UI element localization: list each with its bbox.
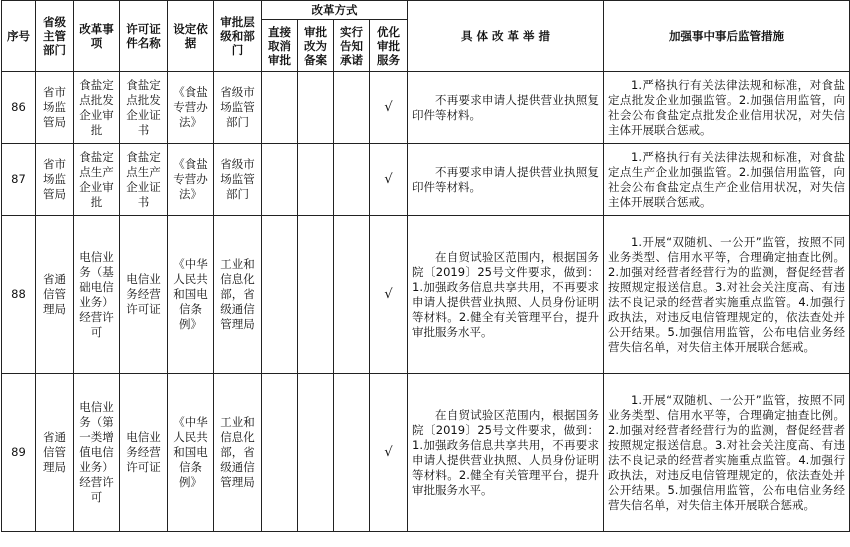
cell-level: 工业和信息化部，省级通信管理局 xyxy=(214,216,262,374)
reform-table xyxy=(1,0,850,532)
cell-measures xyxy=(408,144,604,216)
header-basis: 设定依据 xyxy=(168,1,214,72)
cell-level: 省级市场监管部门 xyxy=(214,72,262,144)
cell-cancel xyxy=(262,374,298,532)
supervision-text: 1.开展“双随机、一公开”监管，按照不同业务类型、信用水平等，合理确定抽查比例。2.加强对经营者经营行为的监测，督促经营者按照规定报送信息。3.对社会关注度高、有违法不良记录的经营者实施重点监管。4.加强行政执法，对违反电信管理规定的，依法查处并公开结果。5.加强信用监管，公布电信业务经营失信名单，对失信主体开展联合惩戒。 xyxy=(608,392,845,512)
cell-level: 工业和信息化部，省级通信管理局 xyxy=(214,374,262,532)
measures-text: 不再要求申请人提供营业执照复印件等材料。 xyxy=(412,164,599,194)
header-mode-filing: 审批改为备案 xyxy=(298,20,334,72)
cell-item: 电信业务（第一类增值电信业务）经营许可 xyxy=(74,374,120,532)
cell-item: 食盐定点生产企业审批 xyxy=(74,144,120,216)
cell-optimize-check: √ xyxy=(370,72,408,144)
measures-text: 不再要求申请人提供营业执照复印件等材料。 xyxy=(412,92,599,122)
cell-item: 电信业务（基础电信业务）经营许可 xyxy=(74,216,120,374)
cell-seq: 88 xyxy=(2,216,36,374)
supervision-text: 1.严格执行有关法律法规和标准，对食盐定点生产企业加强监管。2.加强信用监管，向社会公布食盐定点生产企业信用状况，对失信主体开展联合惩戒。 xyxy=(608,149,845,209)
cell-measures xyxy=(408,72,604,144)
cell-supervision xyxy=(604,144,850,216)
cell-license: 电信业务经营许可证 xyxy=(120,374,168,532)
cell-license: 电信业务经营许可证 xyxy=(120,216,168,374)
cell-supervision xyxy=(604,72,850,144)
cell-filing xyxy=(298,72,334,144)
header-reform-mode: 改革方式 xyxy=(262,1,408,20)
header-item: 改革事项 xyxy=(74,1,120,72)
cell-filing xyxy=(298,216,334,374)
cell-item: 食盐定点批发企业审批 xyxy=(74,72,120,144)
cell-dept: 省通信管理局 xyxy=(36,216,74,374)
measures-text: 在自贸试验区范围内，根据国务院〔2019〕25号文件要求，做到：1.加强政务信息共享共用，不再要求申请人提供营业执照、人员身份证明等材料。2.健全有关管理平台，提升审批服务水平。 xyxy=(412,407,599,497)
cell-level: 省级市场监管部门 xyxy=(214,144,262,216)
cell-basis: 《中华人民共和国电信条例》 xyxy=(168,216,214,374)
table-row xyxy=(2,72,850,144)
cell-notify xyxy=(334,216,370,374)
cell-optimize-check: √ xyxy=(370,216,408,374)
table-row xyxy=(2,216,850,374)
cell-dept: 省市场监管局 xyxy=(36,72,74,144)
cell-cancel xyxy=(262,144,298,216)
cell-seq: 89 xyxy=(2,374,36,532)
cell-basis: 《食盐专营办法》 xyxy=(168,72,214,144)
cell-dept: 省市场监管局 xyxy=(36,144,74,216)
cell-optimize-check: √ xyxy=(370,144,408,216)
cell-dept: 省通信管理局 xyxy=(36,374,74,532)
cell-filing xyxy=(298,144,334,216)
header-seq: 序号 xyxy=(2,1,36,72)
cell-optimize-check: √ xyxy=(370,374,408,532)
cell-cancel xyxy=(262,216,298,374)
cell-license: 食盐定点批发企业证书 xyxy=(120,72,168,144)
header-measures: 具 体 改 革 举 措 xyxy=(408,1,604,72)
cell-seq: 86 xyxy=(2,72,36,144)
header-dept: 省级主管部门 xyxy=(36,1,74,72)
header-supervision: 加强事中事后监管措施 xyxy=(604,1,850,72)
cell-notify xyxy=(334,374,370,532)
cell-measures xyxy=(408,216,604,374)
cell-supervision xyxy=(604,374,850,532)
supervision-text: 1.严格执行有关法律法规和标准，对食盐定点批发企业加强监管。2.加强信用监管，向社会公布食盐定点批发企业信用状况，对失信主体开展联合惩戒。 xyxy=(608,77,845,137)
cell-cancel xyxy=(262,72,298,144)
supervision-text: 1.开展“双随机、一公开”监管，按照不同业务类型、信用水平等，合理确定抽查比例。2.加强对经营者经营行为的监测，督促经营者按照规定报送信息。3.对社会关注度高、有违法不良记录的经营者实施重点监管。4.加强行政执法，对违反电信管理规定的，依法查处并公开结果。5.加强信用监管，公布电信业务经营失信名单，对失信主体开展联合惩戒。 xyxy=(608,234,845,354)
cell-basis: 《食盐专营办法》 xyxy=(168,144,214,216)
header-license: 许可证件名称 xyxy=(120,1,168,72)
cell-seq: 87 xyxy=(2,144,36,216)
header-mode-optimize: 优化审批服务 xyxy=(370,20,408,72)
header-mode-cancel: 直接取消审批 xyxy=(262,20,298,72)
table-row xyxy=(2,144,850,216)
cell-license: 食盐定点生产企业证书 xyxy=(120,144,168,216)
cell-filing xyxy=(298,374,334,532)
cell-notify xyxy=(334,72,370,144)
table-row xyxy=(2,374,850,532)
header-level: 审批层级和部门 xyxy=(214,1,262,72)
cell-basis: 《中华人民共和国电信条例》 xyxy=(168,374,214,532)
cell-notify xyxy=(334,144,370,216)
cell-measures xyxy=(408,374,604,532)
cell-supervision xyxy=(604,216,850,374)
header-mode-notify: 实行告知承诺 xyxy=(334,20,370,72)
header-row-1 xyxy=(2,1,850,20)
measures-text: 在自贸试验区范围内，根据国务院〔2019〕25号文件要求，做到：1.加强政务信息共享共用，不再要求申请人提供营业执照、人员身份证明等材料。2.健全有关管理平台，提升审批服务水平。 xyxy=(412,249,599,339)
